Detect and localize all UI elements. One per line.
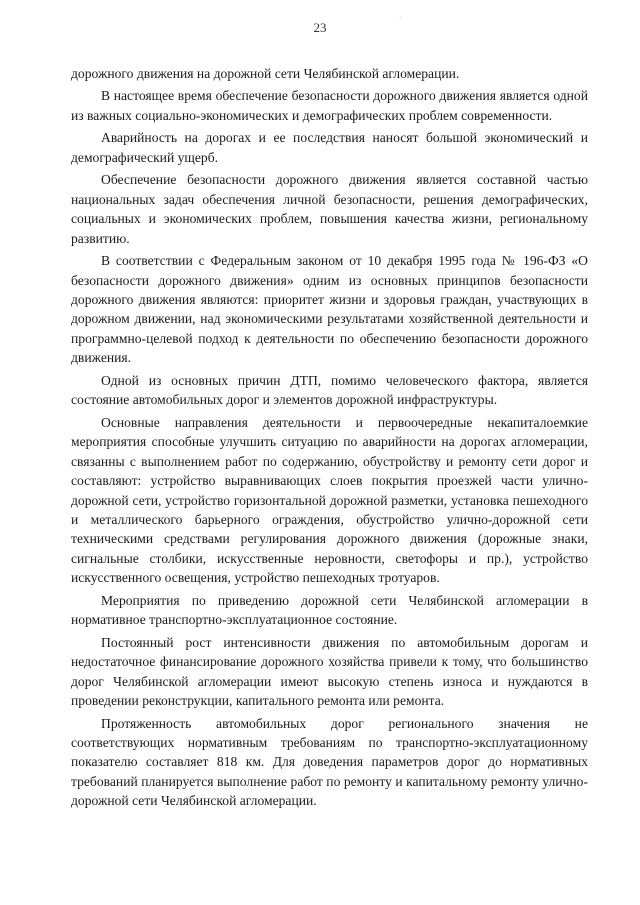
paragraph: Аварийность на дорогах и ее последствия наносят большой экономический и демографический ущерб.	[71, 130, 588, 165]
body-text	[71, 64, 588, 814]
paragraph-continuation: дорожного движения на дорожной сети Челябинской агломерации.	[71, 66, 460, 81]
page-mark: ·	[399, 14, 402, 22]
page-number: 23	[313, 20, 327, 35]
paragraph: В настоящее время обеспечение безопасности дорожного движения является одной из важных социально-экономических и демографических проблем современности.	[71, 88, 588, 123]
paragraph: В соответствии с Федеральным законом от 10 декабря 1995 года № 196-ФЗ «О безопасности дорожного движения» одним из основных принципов безопасности дорожного движения являются: приоритет жизни и здоровья граждан, участвующих в дорожном движении, над экономическими результатами хозяйственной деятельности и программно-целевой подход к деятельности по обеспечению безопасности дорожного движения.	[71, 253, 588, 366]
paragraph: Одной из основных причин ДТП, помимо человеческого фактора, является состояние автомобильных дорог и элементов дорожной инфраструктуры.	[71, 372, 588, 408]
paragraph: Постоянный рост интенсивности движения по автомобильным дорогам и недостаточное финансирование дорожного хозяйства привели к тому, что большинство дорог Челябинской агломерации имеют высокую степень износа и нуждаются в проведении реконструкции, капитального ремонта или ремонта.	[71, 634, 588, 709]
paragraph: Мероприятия по приведению дорожной сети Челябинской агломерации в нормативное транспортно-эксплуатационное состояние.	[71, 592, 588, 628]
paragraph: Протяженность автомобильных дорог регионального значения не соответствующих нормативным требованиям по транспортно-эксплуатационному показателю составляет 818 км. Для доведения параметров дорог до нормативных требований планируется выполнение работ по ремонту и капитальному ремонту улично-дорожной сети Челябинской агломерации.	[71, 715, 588, 809]
paragraph: Обеспечение безопасности дорожного движения является составной частью национальных задач обеспечения личной безопасности, решения демографических, социальных и экономических проблем, повышения качества жизни, региональному развитию.	[71, 172, 588, 246]
paragraph: Основные направления деятельности и первоочередные некапиталоемкие мероприятия способные улучшить ситуацию по аварийности на дорогах агломерации, связанны с выполнением работ по содержанию, обустройству и ремонту сети дорог и составляют: устройство выравнивающих слоев покрытия проезжей части улично-дорожной сети, устройство горизонтальной дорожной разметки, установка пешеходного и металлического барьерного ограждения, обустройство улично-дорожной сети техническими средствами регулирования дорожного движения (дорожные знаки, сигнальные столбики, искусственные неровности, светофоры и пр.), устройство искусственного освещения, устройство пешеходных тротуаров.	[71, 414, 588, 586]
